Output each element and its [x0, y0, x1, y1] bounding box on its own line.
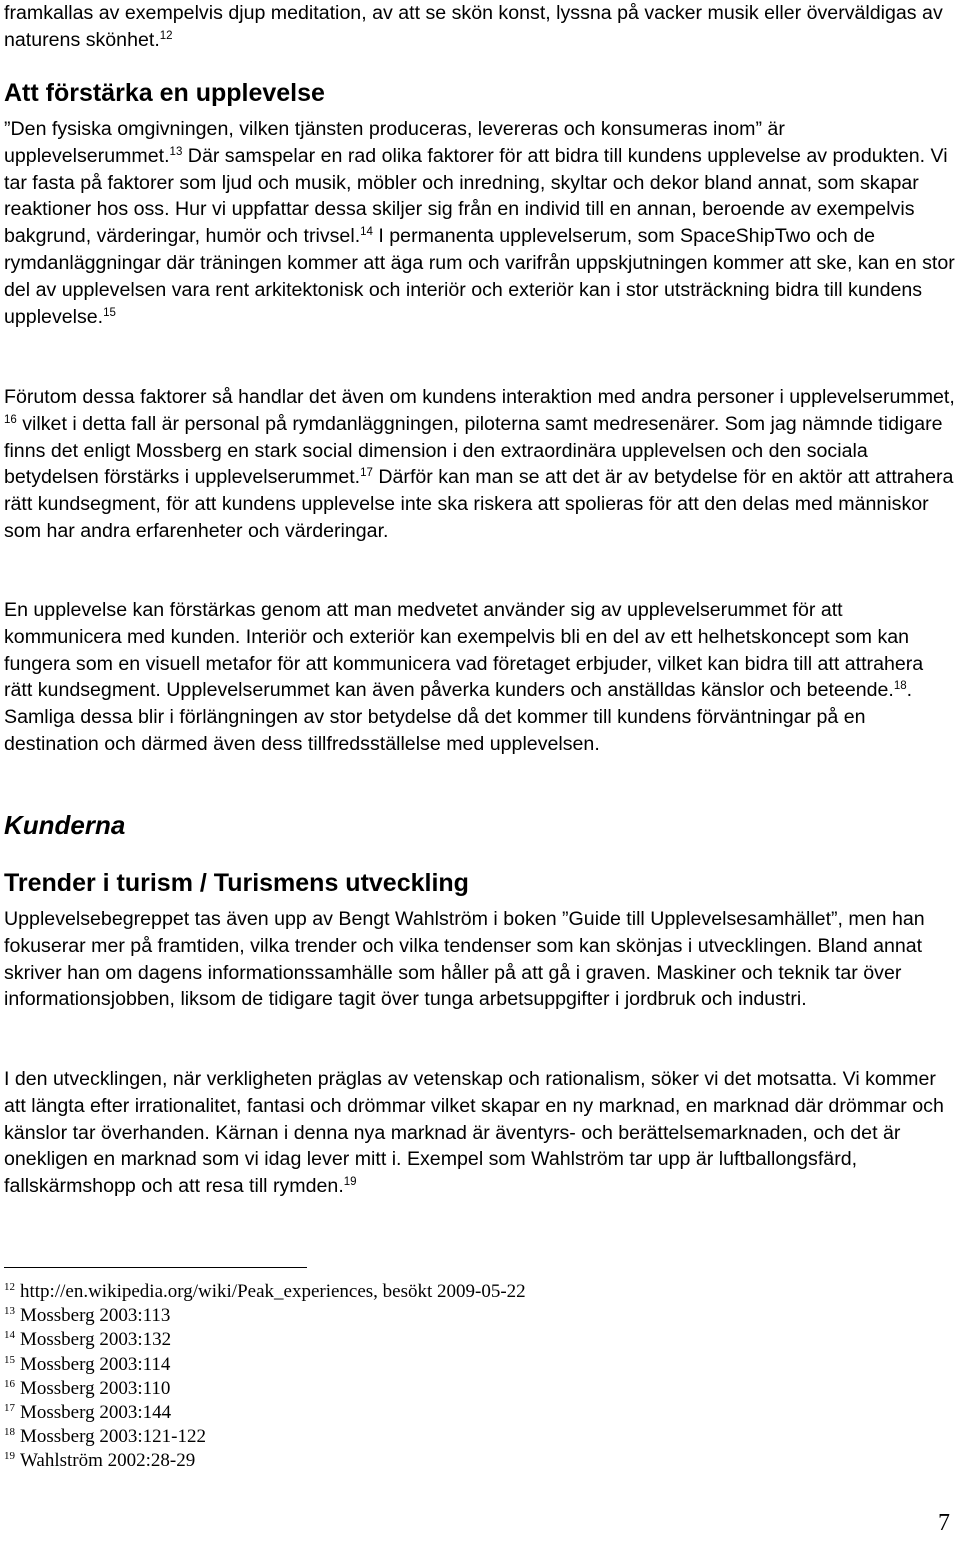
paragraph-interaktion	[4, 384, 956, 545]
footnote-number: 18	[4, 1426, 15, 1439]
footnote-ref: 17	[360, 467, 373, 480]
footnote-item	[4, 1328, 526, 1352]
footnote-text: Mossberg 2003:132	[20, 1329, 172, 1351]
footnote-text: Mossberg 2003:144	[20, 1402, 172, 1424]
footnote-text: Wahlström 2002:28-29	[20, 1450, 196, 1472]
paragraph-utvecklingen	[4, 1066, 956, 1200]
paragraph-text: Därför kan man se att det är av betydelse för en aktör att attrahera rätt kundsegment, för att kundens upplevelse inte ska riskera att spolieras för att den delas med människor som har andra erfarenheter och värderingar.	[4, 466, 954, 542]
footnote-number: 19	[4, 1450, 15, 1463]
footnote-number: 17	[4, 1402, 15, 1415]
footnote-text: Mossberg 2003:121-122	[20, 1426, 206, 1448]
paragraph-text: vilket i detta fall är personal på rymdanläggningen, piloterna samt medresenärer. Som jag nämnde tidigare finns det enligt Mossberg en stark social dimension i den extraordinära upplevelsen och den sociala betydelsen förstärks i upplevelserummet.	[4, 412, 943, 489]
footnote-ref: 14	[360, 226, 373, 239]
paragraph-text: . Samliga dessa blir i förlängningen av stor betydelse då det kommer till kundens förväntningar på en destination och därmed även dess tillfredsställelse med upplevelsen.	[4, 679, 913, 755]
heading-kunderna: Kunderna	[4, 810, 126, 840]
footnote-ref: 19	[343, 1176, 357, 1189]
footnote-list	[4, 1280, 526, 1474]
footnote-ref: 12	[159, 29, 173, 42]
paragraph-text: Upplevelsebegreppet tas även upp av Bengt Wahlström i boken ”Guide till Upplevelsesamhället”, men han fokuserar mer på framtiden, vilka trender och vilka tendenser som kan skönjas i utvecklingen. Bland annat skriver han om dagens informationssamhälle som håller på att gå i graven. Maskiner och teknik tar över informationsjobben, liksom de tidigare tagit över tunga arbetsuppgifter i jordbruk och industri.	[4, 908, 925, 1011]
footnote-ref: 15	[103, 306, 116, 319]
paragraph-text: I den utvecklingen, när verkligheten präglas av vetenskap och rationalism, söker vi det motsatta. Vi kommer att längta efter irrationalitet, fantasi och drömmar vilket skapar en ny marknad, en marknad där drömmar och känslor tar överhanden. Kärnan i denna nya marknad är äventyrs- och berättelsemarknaden, och det är onekligen en marknad som vi idag lever mitt i. Exempel som Wahlström tar upp är luftballongsfärd, fallskärmshopp och att resa till rymden.	[4, 1068, 944, 1198]
footnote-item	[4, 1304, 526, 1328]
footnote-number: 15	[4, 1353, 15, 1366]
section-heading: Att förstärka en upplevelse	[4, 79, 325, 107]
paragraph-upplevelserum	[4, 116, 956, 330]
footnote-item	[4, 1377, 526, 1401]
footnote-number: 14	[4, 1329, 15, 1342]
paragraph-text: Där samspelar en rad olika faktorer för att bidra till kundens upplevelse av produkten. Vi tar fasta på faktorer som ljud och musik, möbler och inredning, skyltar och dekor bland annat, som skapar reaktioner hos oss. Hur vi uppfattar dessa skiljer sig från en individ till en annan, beroende av exempelvis bakgrund, värderingar, humör och trivsel.	[4, 144, 948, 248]
footnote-number: 12	[4, 1281, 15, 1293]
footnote-text: Mossberg 2003:110	[20, 1377, 171, 1399]
footnote-link[interactable]: http://en.wikipedia.org/wiki/Peak_experiences, besökt 2009-05-22	[20, 1281, 526, 1302]
footnote-number: 13	[4, 1305, 15, 1318]
paragraph-intro	[4, 0, 956, 54]
footnote-item	[4, 1425, 526, 1449]
footnote-text: Mossberg 2003:113	[20, 1305, 171, 1327]
paragraph-forstarkas	[4, 597, 956, 758]
footnote-ref: 13	[169, 145, 183, 158]
paragraph-text: framkallas av exempelvis djup meditation, av att se skön konst, lyssna på vacker musik eller överväldigas av naturens skönhet.	[4, 2, 943, 51]
paragraph-wahlstrom	[4, 906, 956, 1013]
footnote-item	[4, 1401, 526, 1425]
footnote-number: 16	[4, 1377, 15, 1390]
heading-trender: Trender i turism / Turismens utveckling	[4, 869, 469, 897]
footnote-item	[4, 1449, 526, 1473]
paragraph-text: En upplevelse kan förstärkas genom att man medvetet använder sig av upplevelserummet för att kommunicera med kunden. Interiör och exteriör kan exempelvis bli en del av ett helhetskoncept som kan fungera som en visuell metafor för att kommunicera vad företaget erbjuder, vilket kan bidra till att attrahera rätt kundsegment. Upplevelserummet kan även påverka kunders och anställdas känslor och beteende.	[4, 599, 924, 702]
page-number: 7	[938, 1510, 950, 1536]
footnote-ref: 16	[4, 413, 17, 426]
footnote-ref: 18	[893, 680, 907, 693]
footnote-separator	[4, 1267, 307, 1268]
footnote-item	[4, 1353, 526, 1377]
footnote-item	[4, 1280, 526, 1304]
paragraph-text: I permanenta upplevelserum, som SpaceShipTwo och de rymdanläggningar där träningen kommer att äga rum och varifrån uppskjutningen kommer att ske, kan en stor del av upplevelsen vara rent arkitektonisk och interiör och exteriör kan i stor utsträckning bidra till kundens upplevelse.	[4, 225, 955, 328]
footnote-text: Mossberg 2003:114	[20, 1353, 171, 1375]
paragraph-text: ”Den fysiska omgivningen, vilken tjänsten produceras, levereras och konsumeras inom” är upplevelserummet.	[4, 118, 785, 167]
paragraph-text: Förutom dessa faktorer så handlar det även om kundens interaktion med andra personer i upplevelserummet,	[4, 386, 955, 408]
